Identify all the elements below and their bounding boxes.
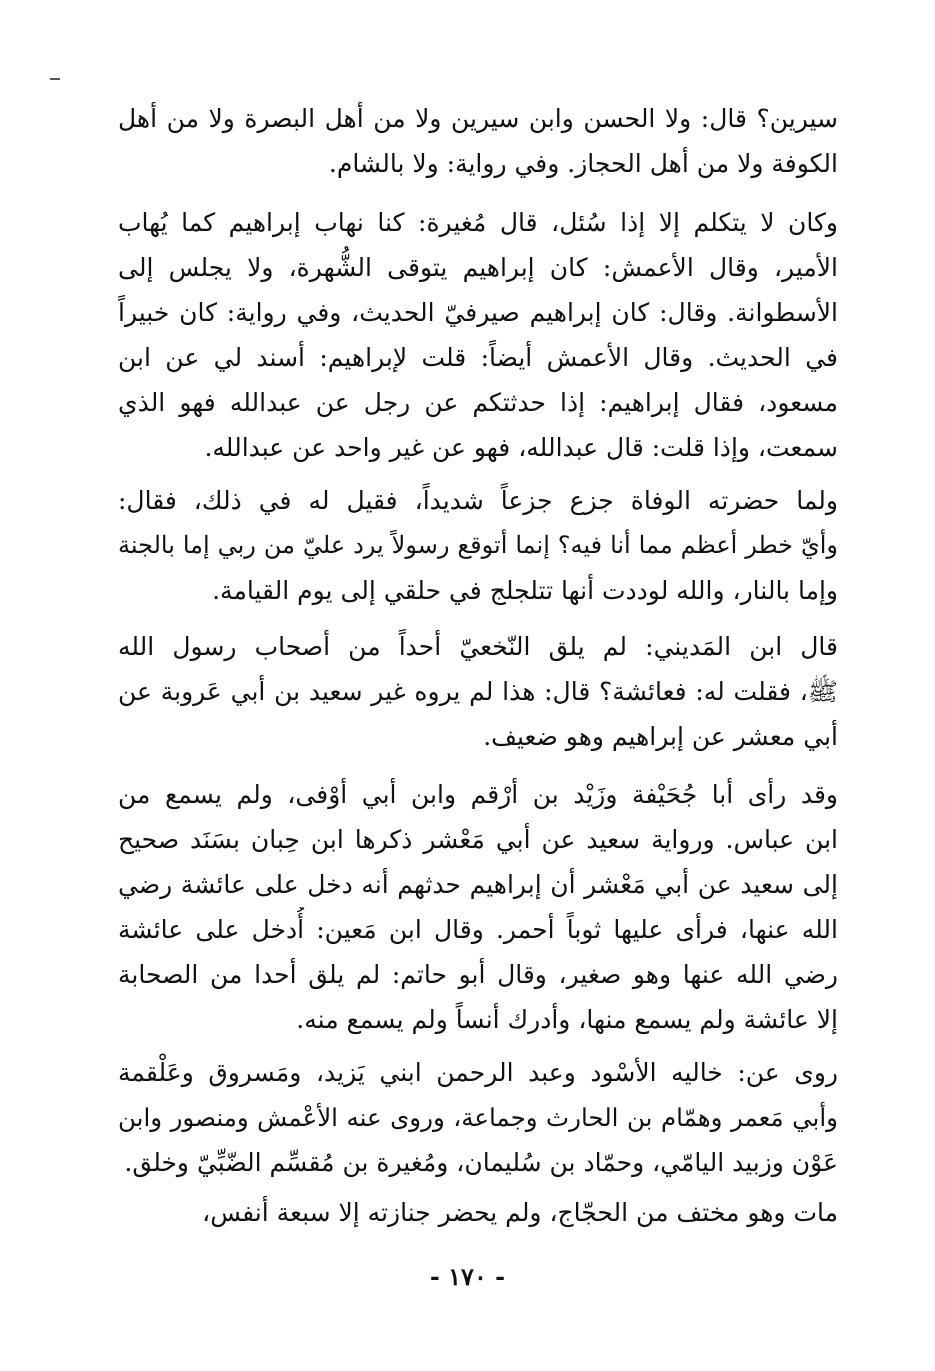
text-line: روى عن: خاليه الأسْود وعبد الرحمن ابني يَزيد، ومَسروق وعَلْقمة	[118, 1058, 838, 1087]
text-line: عَوْن وزبيد اليامّي، وحمّاد بن سُليمان، ومُغيرة بن مُقسِّم الضّبِّيّ وخلق.	[124, 1148, 838, 1177]
text-line: مات وهو مختف من الحجّاج، ولم يحضر جنازته إلا سبعة أنفس،	[202, 1198, 838, 1227]
text-line: وقد رأى أبا جُحَيْفة وزَيْد بن أرْقم وابن أبي أوْفى، ولم يسمع من	[118, 780, 838, 809]
text-line: ولما حضرته الوفاة جزع جزعاً شديداً، فقيل له في ذلك، فقال:	[118, 486, 838, 515]
text-line: أبي معشر عن إبراهيم وهو ضعيف.	[483, 722, 838, 751]
margin-mark	[50, 78, 60, 80]
text-line: الأمير، وقال الأعمش: كان إبراهيم يتوقى الشُّهرة، ولا يجلس إلى	[118, 253, 838, 282]
text-line: الأسطوانة. وقال: كان إبراهيم صيرفيّ الحديث، وفي رواية: كان خبيراً	[118, 298, 838, 327]
text-line: مسعود، فقال إبراهيم: إذا حدثتكم عن رجل عن عبدالله فهو الذي	[118, 388, 838, 417]
text-line: إلى سعيد عن أبي مَعْشر أن إبراهيم حدثهم أنه دخل على عائشة رضي	[118, 870, 838, 899]
text-line: ابن عباس. ورواية سعيد عن أبي مَعْشر ذكرها ابن حِبان بسَنَد صحيح	[118, 825, 838, 854]
text-line: الله عنها، فرأى عليها ثوباً أحمر. وقال ابن مَعين: أُدخل على عائشة	[118, 915, 838, 944]
text-line: وكان لا يتكلم إلا إذا سُئل، قال مُغيرة: كنا نهاب إبراهيم كما يُهاب	[118, 208, 838, 237]
paragraph-1	[118, 96, 838, 186]
text-line: وإما بالنار، والله لوددت أنها تتلجلج في حلقي إلى يوم القيامة.	[212, 576, 838, 605]
text-line: وأيّ خطر أعظم مما أنا فيه؟ إنما أتوقع رسولاً يرد عليّ من ربي إما بالجنة	[118, 531, 838, 559]
paragraph-5	[118, 772, 838, 1042]
text-line: في الحديث. وقال الأعمش أيضاً: قلت لإبراهيم: أسند لي عن ابن	[118, 343, 838, 372]
paragraph-2	[118, 200, 838, 470]
text-line: الكوفة ولا من أهل الحجاز. وفي رواية: ولا بالشام.	[328, 149, 838, 178]
paragraph-4	[118, 624, 838, 759]
text-line: إلا عائشة ولم يسمع منها، وأدرك أنساً ولم يسمع منه.	[296, 1005, 838, 1034]
paragraph-3	[118, 478, 838, 613]
text-line: ﷺ، فقلت له: فعائشة؟ قال: هذا لم يروه غير سعيد بن أبي عَروبة عن	[118, 677, 838, 706]
paragraph-7	[118, 1190, 838, 1235]
text-line: وأبي مَعمر وهمّام بن الحارث وجماعة، وروى عنه الأعْمش ومنصور وابن	[118, 1103, 838, 1132]
paragraph-6	[118, 1050, 838, 1185]
page-number: - ١٧٠ -	[429, 1262, 506, 1291]
text-line: رضي الله عنها وهو صغير، وقال أبو حاتم: لم يلق أحدا من الصحابة	[118, 960, 838, 989]
text-line: قال ابن المَديني: لم يلق النّخعيّ أحداً من أصحاب رسول الله	[118, 632, 838, 661]
text-line: سيرين؟ قال: ولا الحسن وابن سيرين ولا من أهل البصرة ولا من أهل	[118, 104, 838, 133]
text-line: سمعت، وإذا قلت: قال عبدالله، فهو عن غير واحد عن عبدالله.	[204, 433, 838, 462]
